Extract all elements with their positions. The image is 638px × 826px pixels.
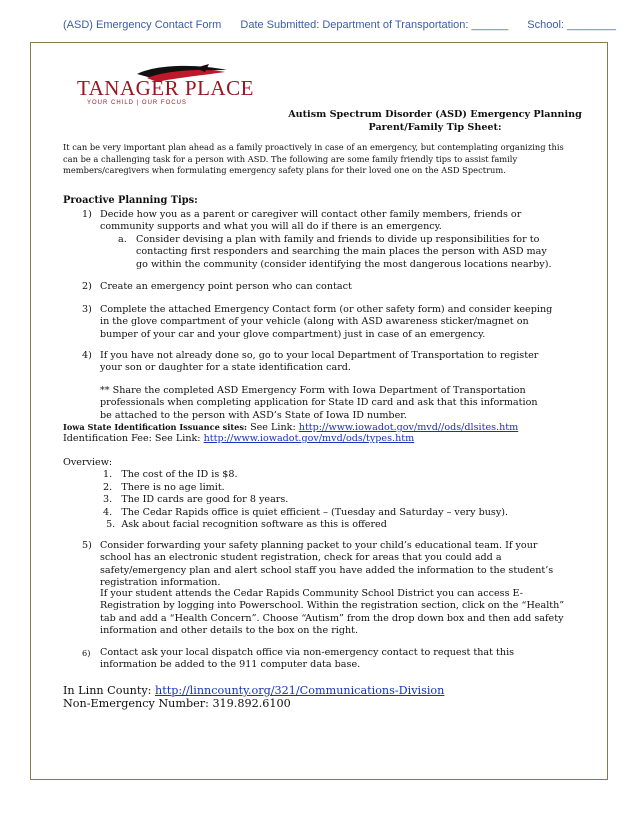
iowa-see-link: See Link:	[250, 422, 296, 433]
tip-2: Create an emergency point person who can contact	[100, 281, 352, 292]
document-title	[265, 108, 605, 134]
tip-5-number: 5)	[82, 540, 92, 551]
tip-2-number: 2)	[82, 281, 92, 292]
list-item: 1. The cost of the ID is $8.	[103, 469, 238, 480]
iowa-fee-label: Identification Fee: See Link:	[63, 433, 201, 444]
tip-1: Decide how you as a parent or caregiver will contact other family members, friends or community supports and what you will all do if there is an emergency.	[100, 209, 522, 233]
tips-heading: Proactive Planning Tips:	[63, 195, 198, 206]
tip-5-para-2: If your student attends the Cedar Rapids Community School District you can access E-Registration by logging into Powerschool. Within the registration section, click on the “Health” tab and add a “Health Concern”. Choose “Autism” from the drop down box and then add safety information and other details to the box on the right.	[100, 588, 565, 636]
tip-3: Complete the attached Emergency Contact form (or other safety form) and consider keeping in the glove compartment of your vehicle (along with ASD awareness sticker/magnet on bumper of your car and your glove compartment) just in case of an emergency.	[100, 304, 553, 340]
tip-4-number: 4)	[82, 350, 92, 361]
list-item: 4. The Cedar Rapids office is quiet efficient – (Tuesday and Saturday – very busy).	[103, 506, 509, 518]
linn-county-link[interactable]: http://linncounty.org/321/Communications-Division	[155, 684, 445, 697]
tip-3-number: 3)	[82, 304, 92, 315]
tanager-place-logo	[77, 64, 267, 110]
list-item: 2. There is no age limit.	[103, 481, 225, 493]
tip-5-para-1: Consider forwarding your safety planning packet to your child’s educational team. If your school has an electronic student registration, check for areas that you could add a safety/emergency plan and alert school staff you have added the information to the student’s registration information.	[100, 540, 554, 588]
intro-paragraph: It can be very important plan ahead as a family proactively in case of an emergency, but contemplating organizing this can be a challenging task for a person with ASD. The following are some family friendly tips to assist family members/caregivers when formulating emergency safety plans for their loved one on the ASD Spectrum.	[63, 142, 564, 175]
page-header	[63, 19, 632, 31]
iowa-sites-link[interactable]: http://www.iowadot.gov/mvd//ods/dlsites.htm	[298, 422, 519, 433]
title-line-2: Parent/Family Tip Sheet:	[368, 122, 502, 133]
non-emergency-number: Non-Emergency Number: 319.892.6100	[63, 697, 291, 710]
tip-6: Contact ask your local dispatch office via non-emergency contact to request that this information be added to the 911 computer data base.	[100, 647, 515, 671]
tip-1a-label: a.	[118, 234, 127, 245]
tip-4-note: ** Share the completed ASD Emergency Form with Iowa Department of Transportation professionals when completing application for State ID card and ask that this information be attached to the person with ASD’s State of Iowa ID number.	[100, 385, 538, 421]
logo-tagline: YOUR CHILD | OUR FOCUS	[87, 100, 187, 106]
date-submitted: Date Submitted: Department of Transportation: ______	[240, 19, 509, 31]
title-line-1: Autism Spectrum Disorder (ASD) Emergency Planning	[288, 109, 582, 120]
tip-6-number: 6)	[82, 648, 91, 658]
iowa-sites-label: Iowa State Identification Issuance sites:	[63, 422, 247, 432]
form-name: (ASD) Emergency Contact Form	[63, 19, 222, 31]
overview-list	[103, 469, 508, 532]
iowa-fee-link[interactable]: http://www.iowadot.gov/mvd/ods/types.htm	[203, 433, 415, 444]
tip-1-number: 1)	[82, 209, 92, 220]
logo-name: TANAGER PLACE	[77, 76, 254, 100]
linn-county-line	[63, 684, 444, 698]
tip-4: If you have not already done so, go to your local Department of Transportation to register your son or daughter for a state identification card.	[100, 350, 539, 374]
tip-1a: Consider devising a plan with family and friends to divide up responsibilities for to contacting first responders and searching the main places the person with ASD may go within the community (consider identifying the most dangerous locations nearby).	[136, 234, 552, 270]
school-field: School: ________	[527, 19, 616, 31]
list-item: 5. Ask about facial recognition software as this is offered	[106, 519, 387, 531]
iowa-fee-line	[63, 433, 414, 445]
list-item: 3. The ID cards are good for 8 years.	[103, 494, 289, 506]
overview-heading: Overview:	[63, 457, 113, 468]
linn-county-label: In Linn County:	[63, 684, 152, 697]
